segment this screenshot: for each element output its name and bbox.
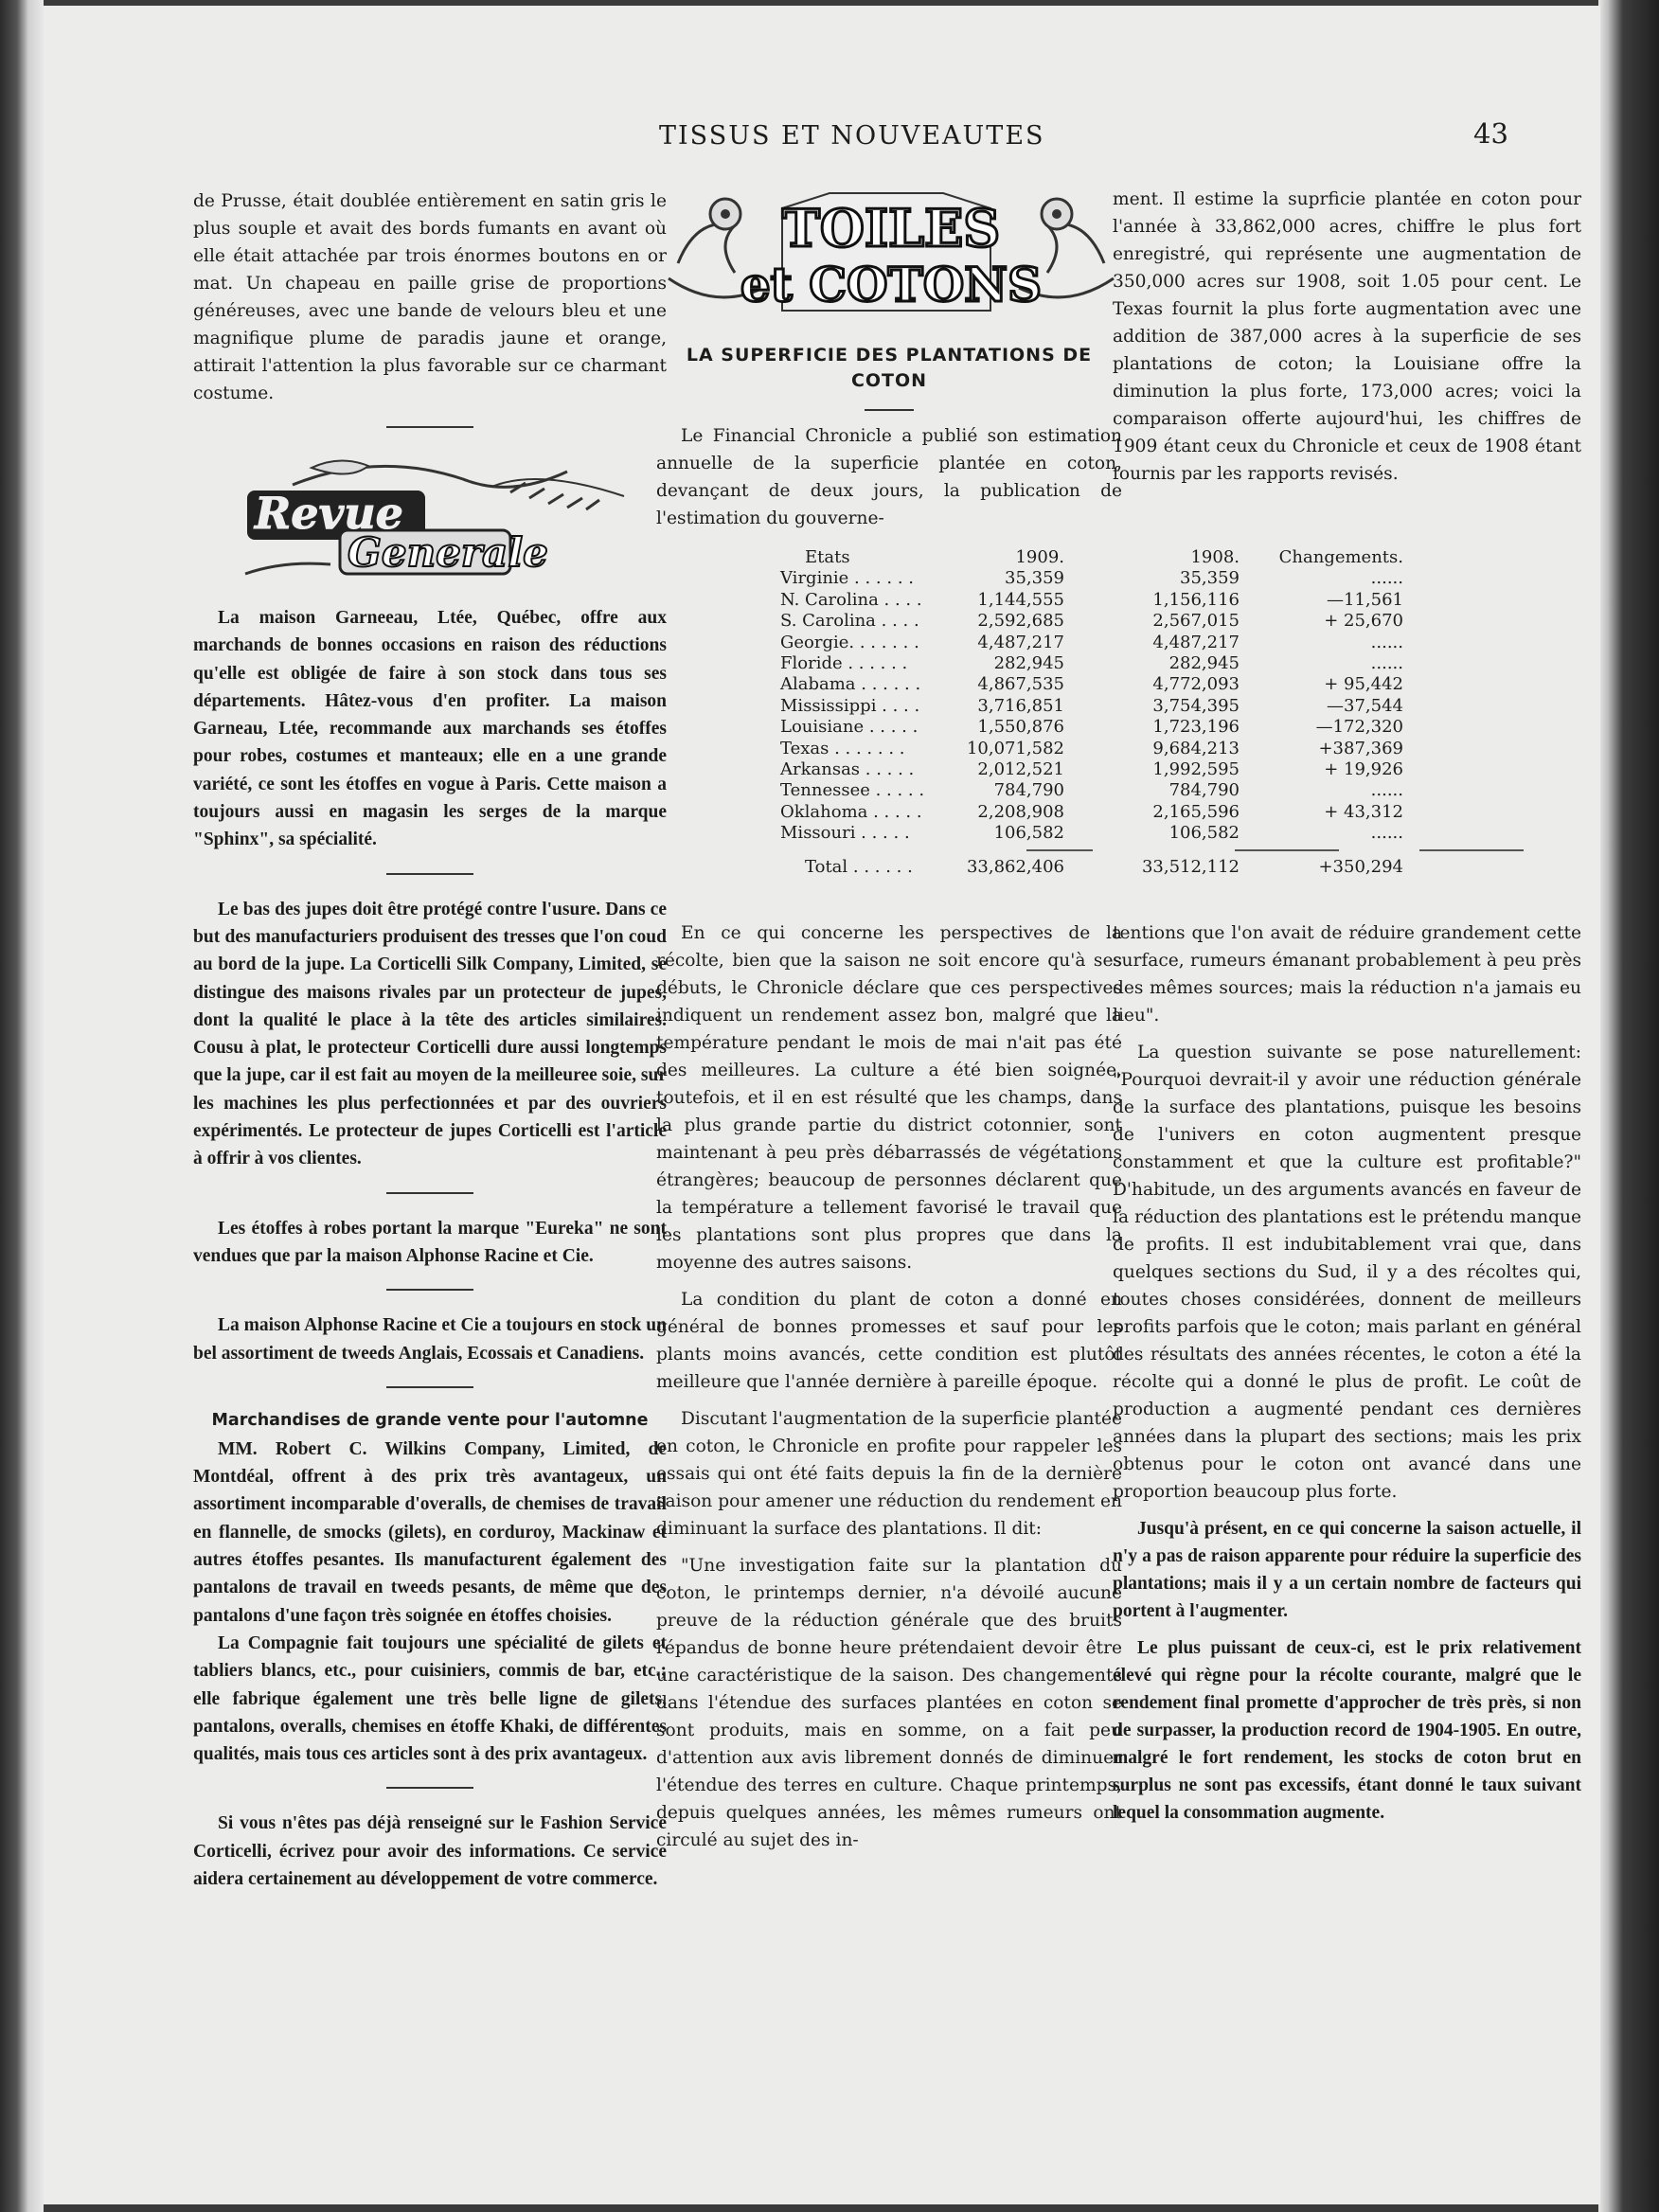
divider — [386, 1787, 473, 1789]
intro-paragraph: de Prusse, était doublée entièrement en satin gris le plus souple et avait des bords fumants en avant où elle était attachée par trois énormes boutons en or mat. Un chapeau en paille grise de proportions généreuses, avec une bande de velours bleu et une magnifique plume de paradis jaune et orange, attirait l'attention la plus favorable sur ce charmant costume. — [193, 191, 667, 403]
value-change: ...... — [1370, 823, 1403, 844]
value-change: ...... — [1370, 652, 1403, 673]
state-name: N. Carolina . . . . — [780, 589, 922, 610]
value-1908: 1,992,595 — [1152, 758, 1240, 779]
value-change: ...... — [1370, 632, 1403, 652]
table-row — [780, 717, 1547, 738]
compagnie-paragraph: La Compagnie fait toujours une spécialité de gilets et tabliers blancs, etc., pour cuisiniers, commis de bar, etc.; elle fabrique également une très belle ligne de gilets, pantalons, overalls, chemises en étoffe Khaki, de différentes qualités, mais tous ces articles sont à des prix avantageux. — [193, 1632, 667, 1765]
racine-paragraph: La maison Alphonse Racine et Cie a toujours en stock un bel assortiment de tweeds Anglais, Ecossais et Canadiens. — [193, 1315, 667, 1364]
value-1908: 2,165,596 — [1152, 801, 1240, 822]
table-row — [780, 611, 1547, 632]
section-title-rule — [865, 409, 914, 411]
value-1909: 3,716,851 — [977, 695, 1064, 716]
value-1909: 4,487,217 — [977, 632, 1064, 652]
estimate-paragraph: ment. Il estime la suprficie plantée en coton pour l'année à 33,862,000 acres, chiffre le plus fort enregistré, qui représente une augmentation de 350,000 acres sur 1908, soit 1.05 pour cent. Le Texas fournit la plus forte augmentation avec une addition de 387,000 acres à la superficie de ses plantations de coton; la Louisiane offre la diminution la plus forte, 173,000 acres; voici la comparaison offerte aujourd'hui, les chiffres de 1909 étant ceux du Chronicle et ceux de 1908 étant fournis par les rapports revisés. — [1113, 189, 1581, 484]
divider — [386, 1289, 473, 1291]
state-name: Virginie . . . . . . — [780, 568, 914, 589]
divider — [386, 426, 473, 428]
state-name: Alabama . . . . . . — [780, 674, 921, 695]
section-title: LA SUPERFICIE DES PLANTATIONS DE COTON — [686, 345, 1093, 391]
running-header — [44, 117, 1600, 159]
value-1908: 9,684,213 — [1152, 738, 1240, 758]
table-row — [780, 802, 1547, 823]
wilkins-paragraph: MM. Robert C. Wilkins Company, Limited, de Montdéal, offrent à des prix très avantageux, un assortiment incomparable d'overalls, de chemises de travail en flannelle, de smocks (gilets), en corduroy, Mackinaw et autres étoffes pesantes. Ils manufacturent également des pantalons de travail en tweeds pesants, de même que des pantalons d'une façon très soignée en étoffes choisies. — [193, 1438, 667, 1626]
page-number: 43 — [1473, 117, 1508, 150]
state-name: Arkansas . . . . . — [780, 758, 915, 779]
value-1909: 2,208,908 — [977, 801, 1064, 822]
divider — [386, 1192, 473, 1194]
total-1909: 33,862,406 — [966, 857, 1064, 878]
table-total-row — [780, 857, 1547, 878]
saison-actuelle-paragraph: Jusqu'à présent, en ce qui concerne la saison actuelle, il n'y a pas de raison apparente pour réduire la superficie des plantations; mais il y a un certain nombre de facteurs qui portent à l'augmenter. — [1113, 1519, 1581, 1621]
value-1908: 35,359 — [1180, 568, 1240, 589]
value-1909: 1,144,555 — [977, 589, 1064, 610]
value-change: ...... — [1370, 568, 1403, 589]
value-change: + 19,926 — [1324, 758, 1403, 779]
rumeurs-paragraph: tentions que l'on avait de réduire grandement cette surface, rumeurs émanant probablement à peu près des mêmes sources; mais la réduction n'a jamais eu lieu". — [1113, 923, 1581, 1026]
logo2-word-1: TOILES — [781, 198, 1001, 259]
total-1908: 33,512,112 — [1141, 857, 1240, 878]
table-row — [780, 633, 1547, 653]
value-change: —11,561 — [1327, 589, 1403, 610]
state-name: Tennessee . . . . . — [780, 780, 925, 801]
value-change: + 95,442 — [1324, 674, 1403, 695]
total-change: +350,294 — [1318, 857, 1403, 878]
table-row — [780, 674, 1547, 695]
value-change: + 43,312 — [1324, 801, 1403, 822]
value-1909: 282,945 — [993, 652, 1064, 673]
state-name: Georgie. . . . . . . — [780, 632, 919, 652]
column-left — [193, 187, 667, 1893]
value-1908: 1,156,116 — [1152, 589, 1240, 610]
value-1909: 2,012,521 — [977, 758, 1064, 779]
value-1908: 106,582 — [1168, 823, 1240, 844]
value-1909: 106,582 — [993, 823, 1064, 844]
table-header — [780, 547, 1547, 568]
state-name: S. Carolina . . . . — [780, 611, 919, 632]
value-change: ...... — [1370, 780, 1403, 801]
table-row — [780, 780, 1547, 801]
garneau-paragraph: La maison Garneeau, Ltée, Québec, offre aux marchands de bonnes occasions en raison des réductions qu'elle est obligée de faire à son stock dans tous ses départements. Hâtez-vous d'en profiter. La maison Garneau, Ltée, recommande aux marchands ses étoffes pour robes, costumes et manteaux; elle en a une grande variété, ce sont les étoffes en vogue à Paris. Cette maison a toujours aussi en magasin les serges de la marque "Sphinx", sa spécialité. — [193, 608, 667, 850]
state-name: Floride . . . . . . — [780, 652, 908, 673]
column-middle-bottom — [656, 919, 1122, 1864]
scan-binding-edge — [0, 0, 44, 2212]
header-1908: 1908. — [1190, 547, 1240, 567]
table-row — [780, 739, 1547, 759]
table-row — [780, 590, 1547, 611]
table-total-rules — [780, 849, 1547, 857]
logo-word-1: Revue — [255, 488, 403, 539]
value-1908: 3,754,395 — [1152, 695, 1240, 716]
header-changements: Changements. — [1278, 547, 1403, 567]
header-1909: 1909. — [1015, 547, 1064, 567]
divider — [386, 873, 473, 875]
toiles-cotons-logo — [659, 187, 1123, 316]
state-name: Texas . . . . . . . — [780, 738, 905, 758]
column-right-bottom — [1113, 919, 1581, 1836]
table-row — [780, 568, 1547, 589]
perspectives-paragraph: En ce qui concerne les perspectives de la récolte, bien que la saison ne soit encore qu'à ses débuts, le Chronicle déclare que ces perspectives indiquent un rendement assez bon, malgré que la température pendant le mois de mai n'ait pas été des meilleures. La culture a été bien soignée, toutefois, et il en est résulté que les champs, dans la plus grande partie du district cotonnier, sont maintenant à peu près débarrassés de végétations étrangères; beaucoup de personnes déclarent que la température a tellement favorisé le travail que les plantations sont plus propres que dans la moyenne des autres saisons. — [656, 923, 1122, 1273]
logo-word-2: Generale — [348, 529, 548, 576]
state-name: Oklahoma . . . . . — [780, 801, 922, 822]
logo2-word-2: et COTONS — [740, 257, 1043, 312]
value-1909: 35,359 — [1005, 568, 1064, 589]
value-1909: 4,867,535 — [977, 674, 1064, 695]
value-1909: 1,550,876 — [977, 717, 1064, 738]
running-title: TISSUS ET NOUVEAUTES — [659, 121, 1045, 151]
investigation-quote-paragraph: "Une investigation faite sur la plantation du coton, le printemps dernier, n'a dévoilé aucune preuve de la réduction générale que des bruits répandus de bonne heure prétendaient devoir être une caractéristique de la saison. Des changements dans l'étendue des surfaces plantées en coton se sont produits, mais en somme, on a fait peu d'attention aux avis librement donnés de diminuer l'étendue des terres en culture. Chaque printemps, depuis quelques années, les mêmes rumeurs ont circulé au sujet des in- — [656, 1556, 1122, 1850]
acreage-table — [780, 547, 1547, 879]
augmentation-paragraph: Discutant l'augmentation de la superficie plantée en coton, le Chronicle en profite pour rappeler les essais qui ont été faits depuis la fin de la dernière saison pour amener une réduction du rendement en diminuant la surface des plantations. Il dit: — [656, 1409, 1122, 1539]
eureka-paragraph: Les étoffes à robes portant la marque "Eureka" ne sont vendues que par la maison Alphonse Racine et Cie. — [193, 1218, 667, 1266]
value-1908: 2,567,015 — [1152, 611, 1240, 632]
state-name: Mississippi . . . . — [780, 695, 920, 716]
table-row — [780, 823, 1547, 844]
value-1908: 282,945 — [1168, 652, 1240, 673]
value-change: +387,369 — [1318, 738, 1403, 758]
revue-generale-logo — [226, 449, 633, 583]
value-1909: 784,790 — [993, 780, 1064, 801]
table-row — [780, 653, 1547, 674]
table-body — [780, 568, 1547, 844]
value-change: —37,544 — [1327, 695, 1403, 716]
table-row — [780, 696, 1547, 717]
value-change: —172,320 — [1315, 717, 1403, 738]
value-1909: 10,071,582 — [966, 738, 1064, 758]
value-1909: 2,592,685 — [977, 611, 1064, 632]
prix-paragraph: Le plus puissant de ceux-ci, est le prix relativement élevé qui règne pour la récolte courante, malgré que le rendement final promette d'approcher de très près, si non de surpasser, la production record de 1904-1905. En outre, malgré le fort rendement, les stocks de coton brut en surplus ne sont pas excessifs, étant donné le taux suivant lequel la consommation augmente. — [1113, 1638, 1581, 1823]
condition-paragraph: La condition du plant de coton a donné en général de bonnes promesses et sauf pour les plants moins avancés, cette condition est plutôt meilleure que l'année dernière à pareille époque. — [656, 1290, 1122, 1392]
corticelli-paragraph: Le bas des jupes doit être protégé contre l'usure. Dans ce but des manufacturiers produisent des tresses que l'on coud au bord de la jupe. La Corticelli Silk Company, Limited, se distingue des maisons rivales par un protecteur de jupes, dont la qualité le place à la tête des articles similaires. Cousu à plat, le protecteur Corticelli dure aussi longtemps que la jupe, car il est fait au moyen de la meilleuree soie, sur les machines les plus perfectionnées et par des ouvriers expérimentés. Le protecteur de jupes Corticelli est l'article à offrir à vos clientes. — [193, 899, 667, 1169]
scan-right-edge — [1598, 0, 1659, 2212]
question-paragraph: La question suivante se pose naturellement: "Pourquoi devrait-il y avoir une réduction générale de la surface des plantations, puisque les besoins de l'univers en coton augmentent presque constamment et que la culture est profitable?" D'habitude, un des arguments avancés en faveur de la réduction des plantations est le prétendu manque de profits. Il est indubitablement vrai que, dans quelques sections du Sud, il y a des récoltes qui, toutes choses considérées, donnent de meilleurs profits parfois que le coton; mais parlant en général des résultats des années récentes, le coton a été la récolte qui a donné le plus de profit. Le coût de production a augmenté pendant ces dernières années dans la plupart des sections; mais les prix obtenus pour le coton ont avancé dans une proportion beaucoup plus forte. — [1113, 1043, 1581, 1502]
value-1908: 784,790 — [1168, 780, 1240, 801]
chronicle-intro-paragraph: Le Financial Chronicle a publié son estimation annuelle de la superficie plantée en coton, devançant de deux jours, la publication de l'estimation du gouverne- — [656, 426, 1122, 528]
value-change: + 25,670 — [1324, 611, 1403, 632]
value-1908: 4,487,217 — [1152, 632, 1240, 652]
value-1908: 4,772,093 — [1152, 674, 1240, 695]
state-name: Missouri . . . . . — [780, 823, 910, 844]
table-row — [780, 759, 1547, 780]
total-label: Total . . . . . . — [805, 857, 913, 878]
column-right-top — [1113, 186, 1581, 497]
fashion-service-paragraph: Si vous n'êtes pas déjà renseigné sur le Fashion Service Corticelli, écrivez pour avoir des informations. Ce service aidera certainement au développement de votre commerce. — [193, 1813, 667, 1889]
subheading-marchandises: Marchandises de grande vente pour l'automne — [211, 1410, 649, 1430]
magazine-page — [44, 6, 1600, 2204]
divider — [386, 1386, 473, 1388]
header-etats: Etats — [805, 547, 850, 567]
state-name: Louisiane . . . . . — [780, 717, 919, 738]
column-middle-top — [656, 422, 1122, 542]
value-1908: 1,723,196 — [1152, 717, 1240, 738]
